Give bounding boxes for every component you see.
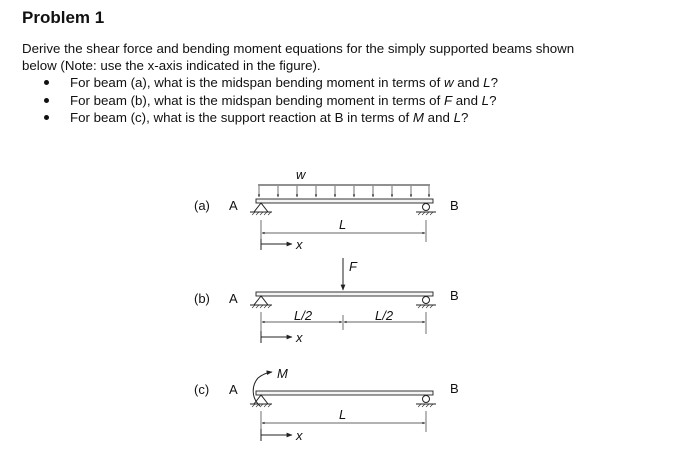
question-beam-a: For beam (a), what is the midspan bending moment in terms of w and L? bbox=[22, 74, 498, 92]
problem-title: Problem 1 bbox=[22, 8, 105, 27]
beam-c-label: (c) bbox=[194, 382, 210, 397]
beam-c bbox=[256, 391, 433, 395]
beam-b-support-b-label: B bbox=[450, 288, 459, 303]
beam-a bbox=[256, 199, 433, 203]
beam-b-load-label: F bbox=[349, 259, 357, 274]
roller-support-b bbox=[416, 204, 436, 216]
question-beam-c: For beam (c), what is the support reaction at B in terms of M and L? bbox=[22, 109, 498, 127]
pin-support-a bbox=[250, 203, 272, 215]
beam-c-diagram bbox=[194, 366, 459, 443]
beam-a-support-a-label: A bbox=[229, 198, 238, 213]
intro-line-2: below (Note: use the x-axis indicated in the figure). bbox=[22, 58, 321, 73]
point-load-arrow bbox=[343, 258, 358, 290]
beam-c-x-axis bbox=[261, 428, 303, 443]
intro-line-1: Derive the shear force and bending moment equations for the simply supported beams shown bbox=[22, 41, 575, 56]
pin-support-a bbox=[250, 296, 272, 308]
distributed-load-arrows bbox=[258, 185, 430, 197]
pin-support-a bbox=[250, 395, 272, 407]
beam-a-span-dimension bbox=[261, 217, 426, 242]
question-beam-b: For beam (b), what is the midspan bending moment in terms of F and L? bbox=[22, 92, 498, 110]
roller-support-b bbox=[416, 297, 436, 309]
roller-support-b bbox=[416, 396, 436, 408]
beam-b-x-axis bbox=[261, 330, 303, 345]
beam-b-label: (b) bbox=[194, 291, 210, 306]
beam-b-support-a-label: A bbox=[229, 291, 238, 306]
beam-b-span-right-label: L/2 bbox=[375, 308, 394, 323]
beam-b-span-dimension bbox=[261, 308, 426, 334]
beam-c-moment-label: M bbox=[277, 366, 288, 381]
beam-b-diagram bbox=[194, 258, 459, 345]
beam-c-support-b-label: B bbox=[450, 381, 459, 396]
beam-a-support-b-label: B bbox=[450, 198, 459, 213]
beam-a-diagram bbox=[194, 167, 459, 252]
beam-c-axis-label: x bbox=[296, 428, 303, 443]
beam-c-span-label: L bbox=[339, 407, 347, 422]
beam-a-load-label: w bbox=[296, 167, 306, 182]
beam-a-span-label: L bbox=[339, 217, 347, 232]
beam-c-span-dimension bbox=[261, 407, 426, 432]
beam-a-x-axis bbox=[261, 237, 303, 252]
beam-a-axis-label: x bbox=[296, 237, 303, 252]
beam-c-support-a-label: A bbox=[229, 382, 238, 397]
beam-a-label: (a) bbox=[194, 198, 210, 213]
moment-arrow bbox=[253, 366, 288, 406]
beam-b-axis-label: x bbox=[296, 330, 303, 345]
beam-b-span-left-label: L/2 bbox=[294, 308, 313, 323]
beam-b bbox=[256, 292, 433, 296]
